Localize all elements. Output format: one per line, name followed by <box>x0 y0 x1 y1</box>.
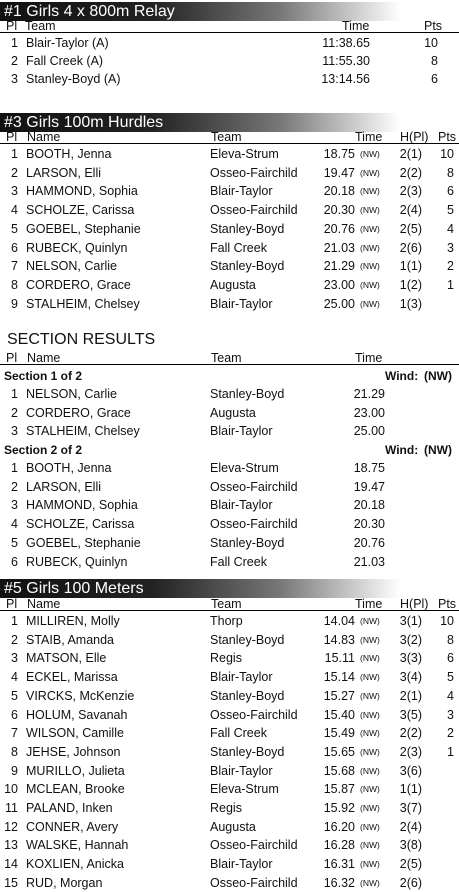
athlete-name: STALHEIM, Chelsey <box>26 424 140 439</box>
wind-note: (NW) <box>360 242 380 253</box>
place: 6 <box>11 240 18 255</box>
place: 3 <box>11 498 18 513</box>
table-row <box>0 496 459 514</box>
col-pl: Pl <box>6 130 18 144</box>
table-row <box>0 295 459 313</box>
time: 20.76 <box>323 221 355 236</box>
place: 1 <box>11 387 18 401</box>
heat-place: 2(3) <box>399 184 422 199</box>
col-time: Time <box>355 597 383 611</box>
table-row <box>0 668 459 686</box>
points: 10 <box>440 147 454 161</box>
wind-label: Wind: <box>385 369 419 383</box>
points: 4 <box>447 688 454 703</box>
points: 2 <box>447 259 454 274</box>
section-results-header-row <box>0 352 459 365</box>
wind-note: (NW) <box>360 205 380 216</box>
place: 8 <box>11 744 18 759</box>
time: 15.87 <box>323 782 355 797</box>
col-name: Name <box>27 351 61 365</box>
time: 14.83 <box>323 632 355 647</box>
place: 3 <box>11 184 18 199</box>
place: 5 <box>11 688 18 703</box>
col-name: Name <box>27 130 61 144</box>
heat-place: 2(4) <box>399 819 422 834</box>
place: 15 <box>4 875 18 890</box>
time: 20.76 <box>353 535 385 550</box>
time: 20.30 <box>323 203 355 218</box>
table-row <box>0 631 459 649</box>
team: Osseo-Fairchild <box>210 517 298 532</box>
points: 6 <box>447 651 454 666</box>
time: 11:38.65 <box>322 36 370 50</box>
table-row <box>0 799 459 817</box>
table-row <box>0 724 459 742</box>
table-row <box>0 649 459 667</box>
time: 15.65 <box>323 744 355 759</box>
wind-value: (NW) <box>424 369 452 383</box>
col-heat: H(Pl) <box>400 130 429 144</box>
team: Fall Creek <box>210 554 267 569</box>
place: 4 <box>11 517 18 532</box>
athlete-name: NELSON, Carlie <box>26 387 117 401</box>
wind-note: (NW) <box>360 821 380 832</box>
wind-note: (NW) <box>360 616 380 626</box>
place: 6 <box>11 554 18 569</box>
time: 23.00 <box>353 405 385 420</box>
place: 1 <box>11 614 18 628</box>
heat-place: 2(6) <box>399 875 422 890</box>
time: 21.29 <box>323 259 355 274</box>
table-row <box>0 855 459 873</box>
heat-place: 3(3) <box>399 651 422 666</box>
athlete-name: WALSKE, Hannah <box>26 838 129 853</box>
athlete-name: VIRCKS, McKenzie <box>26 688 135 703</box>
athlete-name: HAMMOND, Sophia <box>26 498 138 513</box>
hurdles-header-row <box>0 131 459 144</box>
points: 2 <box>447 726 454 741</box>
time: 15.14 <box>323 670 355 685</box>
table-row <box>0 612 459 630</box>
heat-place: 3(6) <box>399 763 422 778</box>
table-row <box>0 34 459 52</box>
athlete-name: MURILLO, Julieta <box>26 763 125 778</box>
table-row <box>0 52 459 70</box>
place: 12 <box>4 819 18 834</box>
table-row <box>0 743 459 761</box>
wind-note: (NW) <box>360 728 380 739</box>
col-pl: Pl <box>6 19 18 33</box>
athlete-name: CORDERO, Grace <box>26 277 131 292</box>
athlete-name: NELSON, Carlie <box>26 259 117 274</box>
place: 4 <box>11 203 18 218</box>
col-pts: Pts <box>438 130 457 144</box>
heat-place: 1(3) <box>399 296 422 311</box>
team: Osseo-Fairchild <box>210 165 298 180</box>
table-row <box>0 404 459 422</box>
place: 14 <box>4 857 18 872</box>
section-header <box>0 368 459 384</box>
team: Eleva-Strum <box>210 461 279 475</box>
athlete-name: LARSON, Elli <box>26 479 102 494</box>
time: 11:55.30 <box>322 54 370 68</box>
col-time: Time <box>342 19 370 33</box>
points: 6 <box>447 184 454 199</box>
points: 3 <box>447 240 454 255</box>
time: 25.00 <box>353 424 385 439</box>
heat-place: 2(5) <box>399 221 422 236</box>
table-row <box>0 70 459 88</box>
team: Eleva-Strum <box>210 147 279 161</box>
time: 15.92 <box>323 801 355 815</box>
time: 15.11 <box>324 651 355 666</box>
team: Blair-Taylor <box>210 670 273 685</box>
wind-note: (NW) <box>360 223 380 234</box>
table-row <box>0 874 459 892</box>
team: Thorp <box>210 614 243 628</box>
time: 16.20 <box>323 819 355 834</box>
athlete-name: ECKEL, Marissa <box>26 670 118 685</box>
team: Fall Creek <box>210 240 267 255</box>
place: 11 <box>5 801 18 815</box>
points: 8 <box>447 165 454 180</box>
athlete-name: LARSON, Elli <box>26 165 102 180</box>
heat-place: 1(1) <box>399 259 422 274</box>
table-row <box>0 385 459 403</box>
athlete-name: KOXLIEN, Anicka <box>26 857 124 872</box>
place: 3 <box>11 424 18 439</box>
place: 6 <box>11 707 18 722</box>
wind-note: (NW) <box>360 690 380 701</box>
heat-place: 3(4) <box>399 670 422 685</box>
team: Stanley-Boyd <box>210 632 285 647</box>
time: 20.18 <box>323 184 355 199</box>
table-row <box>0 276 459 294</box>
team: Fall Creek <box>210 726 267 741</box>
time: 16.31 <box>323 857 355 872</box>
heat-place: 2(2) <box>399 165 422 180</box>
section-label: Section 1 of 2 <box>4 369 83 383</box>
wind-note: (NW) <box>360 859 380 870</box>
athlete-name: HOLUM, Savanah <box>26 707 128 722</box>
team: Blair-Taylor (A) <box>26 36 109 50</box>
table-row <box>0 687 459 705</box>
heat-place: 3(1) <box>399 614 422 628</box>
time: 20.18 <box>353 498 385 513</box>
team: Blair-Taylor <box>210 184 273 199</box>
place: 1 <box>11 461 18 475</box>
team: Regis <box>210 651 242 666</box>
team: Stanley-Boyd <box>210 688 285 703</box>
team: Augusta <box>210 819 256 834</box>
heat-place: 2(6) <box>399 240 422 255</box>
time: 19.47 <box>323 165 355 180</box>
time: 15.49 <box>323 726 355 741</box>
table-row <box>0 459 459 477</box>
athlete-name: CONNER, Avery <box>26 819 119 834</box>
time: 21.03 <box>353 554 385 569</box>
athlete-name: STALHEIM, Chelsey <box>26 296 140 311</box>
athlete-name: JEHSE, Johnson <box>26 744 121 759</box>
time: 14.04 <box>323 614 355 628</box>
points: 8 <box>431 54 438 68</box>
wind-note: (NW) <box>360 803 380 813</box>
team: Stanley-Boyd <box>210 535 285 550</box>
col-team: Team <box>211 597 242 611</box>
table-row <box>0 780 459 798</box>
wind-note: (NW) <box>360 298 380 309</box>
col-pl: Pl <box>6 351 18 365</box>
heat-place: 2(3) <box>399 744 422 759</box>
wind-note: (NW) <box>360 840 380 851</box>
heat-place: 1(2) <box>399 277 422 292</box>
place: 7 <box>11 726 18 741</box>
team: Stanley-Boyd <box>210 259 285 274</box>
points: 10 <box>440 614 454 628</box>
team: Stanley-Boyd <box>210 744 285 759</box>
section-results-title: SECTION RESULTS <box>7 331 156 348</box>
place: 1 <box>11 147 18 161</box>
table-row <box>0 422 459 440</box>
time: 21.03 <box>323 240 355 255</box>
wind-note: (NW) <box>360 167 380 178</box>
team: Blair-Taylor <box>210 498 273 513</box>
wind-note: (NW) <box>360 672 380 683</box>
team: Fall Creek (A) <box>26 54 104 68</box>
heat-place: 2(5) <box>399 857 422 872</box>
place: 7 <box>11 259 18 274</box>
athlete-name: GOEBEL, Stephanie <box>26 221 141 236</box>
place: 5 <box>11 535 18 550</box>
place: 3 <box>11 651 18 666</box>
heat-place: 2(2) <box>399 726 422 741</box>
table-row <box>0 478 459 496</box>
place: 1 <box>11 36 18 50</box>
team: Blair-Taylor <box>210 296 273 311</box>
heat-place: 3(8) <box>399 838 422 853</box>
section-label: Section 2 of 2 <box>4 443 83 457</box>
place: 5 <box>11 221 18 236</box>
time: 21.29 <box>353 387 385 401</box>
table-row <box>0 515 459 533</box>
wind-note: (NW) <box>360 784 380 795</box>
place: 2 <box>11 632 18 647</box>
wind-note: (NW) <box>360 149 380 159</box>
time: 13:14.56 <box>321 72 370 86</box>
athlete-name: WILSON, Camille <box>26 726 124 741</box>
col-team: Team <box>211 130 242 144</box>
team: Augusta <box>210 277 256 292</box>
place: 9 <box>11 763 18 778</box>
time: 20.30 <box>353 517 385 532</box>
wind-note: (NW) <box>360 186 380 197</box>
team: Blair-Taylor <box>210 857 273 872</box>
points: 10 <box>424 36 438 50</box>
team: Regis <box>210 801 242 815</box>
team: Stanley-Boyd <box>210 221 285 236</box>
team: Osseo-Fairchild <box>210 707 298 722</box>
col-pts: Pts <box>424 19 443 33</box>
table-row <box>0 239 459 257</box>
team: Osseo-Fairchild <box>210 838 298 853</box>
team: Augusta <box>210 405 256 420</box>
heat-place: 3(5) <box>399 707 422 722</box>
wind-label: Wind: <box>385 443 419 457</box>
team: Stanley-Boyd <box>210 387 285 401</box>
col-time: Time <box>355 351 383 365</box>
wind-note: (NW) <box>360 279 380 290</box>
col-pts: Pts <box>438 597 457 611</box>
athlete-name: RUD, Morgan <box>26 875 103 890</box>
col-name: Name <box>27 597 61 611</box>
table-row <box>0 553 459 571</box>
team: Stanley-Boyd (A) <box>26 72 121 86</box>
100m-header-row <box>0 598 459 611</box>
athlete-name: MATSON, Elle <box>26 651 107 666</box>
table-row <box>0 534 459 552</box>
place: 2 <box>11 165 18 180</box>
wind-note: (NW) <box>360 746 380 757</box>
points: 3 <box>447 707 454 722</box>
place: 9 <box>11 296 18 311</box>
athlete-name: RUBECK, Quinlyn <box>26 240 128 255</box>
heat-place: 3(2) <box>399 632 422 647</box>
relay-header-row <box>0 20 459 33</box>
time: 19.47 <box>353 479 385 494</box>
table-row <box>0 182 459 200</box>
event-title-hurdles: #3 Girls 100m Hurdles <box>0 113 400 132</box>
section-header <box>0 442 459 458</box>
place: 2 <box>11 54 18 68</box>
time: 25.00 <box>323 296 355 311</box>
points: 4 <box>447 221 454 236</box>
athlete-name: PALAND, Inken <box>26 801 113 815</box>
team: Blair-Taylor <box>210 424 273 439</box>
points: 8 <box>447 632 454 647</box>
event-title-relay: #1 Girls 4 x 800m Relay <box>0 2 400 21</box>
points: 5 <box>447 670 454 685</box>
col-team: Team <box>211 351 242 365</box>
points: 1 <box>447 744 454 759</box>
athlete-name: MCLEAN, Brooke <box>26 782 125 797</box>
heat-place: 1(1) <box>399 782 422 797</box>
place: 2 <box>11 479 18 494</box>
heat-place: 2(1) <box>399 147 422 161</box>
place: 4 <box>11 670 18 685</box>
points: 1 <box>447 277 454 292</box>
athlete-name: CORDERO, Grace <box>26 405 131 420</box>
time: 15.40 <box>323 707 355 722</box>
time: 15.27 <box>323 688 355 703</box>
time: 16.28 <box>323 838 355 853</box>
heat-place: 2(4) <box>399 203 422 218</box>
athlete-name: SCHOLZE, Carissa <box>26 517 135 532</box>
table-row <box>0 836 459 854</box>
table-row <box>0 762 459 780</box>
place: 8 <box>11 277 18 292</box>
table-row <box>0 706 459 724</box>
time: 15.68 <box>323 763 355 778</box>
table-row <box>0 145 459 163</box>
wind-note: (NW) <box>360 765 380 776</box>
table-row <box>0 220 459 238</box>
team: Osseo-Fairchild <box>210 203 298 218</box>
place: 13 <box>4 838 18 853</box>
athlete-name: BOOTH, Jenna <box>26 461 112 475</box>
col-time: Time <box>355 130 383 144</box>
time: 18.75 <box>323 147 355 161</box>
athlete-name: HAMMOND, Sophia <box>26 184 138 199</box>
team: Blair-Taylor <box>210 763 273 778</box>
wind-note: (NW) <box>360 634 380 645</box>
wind-note: (NW) <box>360 877 380 888</box>
team: Eleva-Strum <box>210 782 279 797</box>
col-team: Team <box>25 19 56 33</box>
table-row <box>0 257 459 275</box>
table-row <box>0 164 459 182</box>
team: Osseo-Fairchild <box>210 875 298 890</box>
athlete-name: BOOTH, Jenna <box>26 147 112 161</box>
event-title-100m: #5 Girls 100 Meters <box>0 579 400 598</box>
place: 3 <box>11 72 18 86</box>
heat-place: 2(1) <box>399 688 422 703</box>
team: Osseo-Fairchild <box>210 479 298 494</box>
points: 5 <box>447 203 454 218</box>
athlete-name: GOEBEL, Stephanie <box>26 535 141 550</box>
athlete-name: STAIB, Amanda <box>26 632 115 647</box>
athlete-name: MILLIREN, Molly <box>26 614 120 628</box>
table-row <box>0 201 459 219</box>
wind-value: (NW) <box>424 443 452 457</box>
athlete-name: RUBECK, Quinlyn <box>26 554 128 569</box>
col-heat: H(Pl) <box>400 597 429 611</box>
time: 18.75 <box>353 461 385 475</box>
col-pl: Pl <box>6 597 18 611</box>
time: 16.32 <box>323 875 355 890</box>
athlete-name: SCHOLZE, Carissa <box>26 203 135 218</box>
time: 23.00 <box>323 277 355 292</box>
heat-place: 3(7) <box>399 801 422 815</box>
place: 10 <box>4 782 18 797</box>
table-row <box>0 818 459 836</box>
wind-note: (NW) <box>360 653 380 664</box>
points: 6 <box>431 72 438 86</box>
place: 2 <box>11 405 18 420</box>
wind-note: (NW) <box>360 261 380 272</box>
wind-note: (NW) <box>360 709 380 720</box>
